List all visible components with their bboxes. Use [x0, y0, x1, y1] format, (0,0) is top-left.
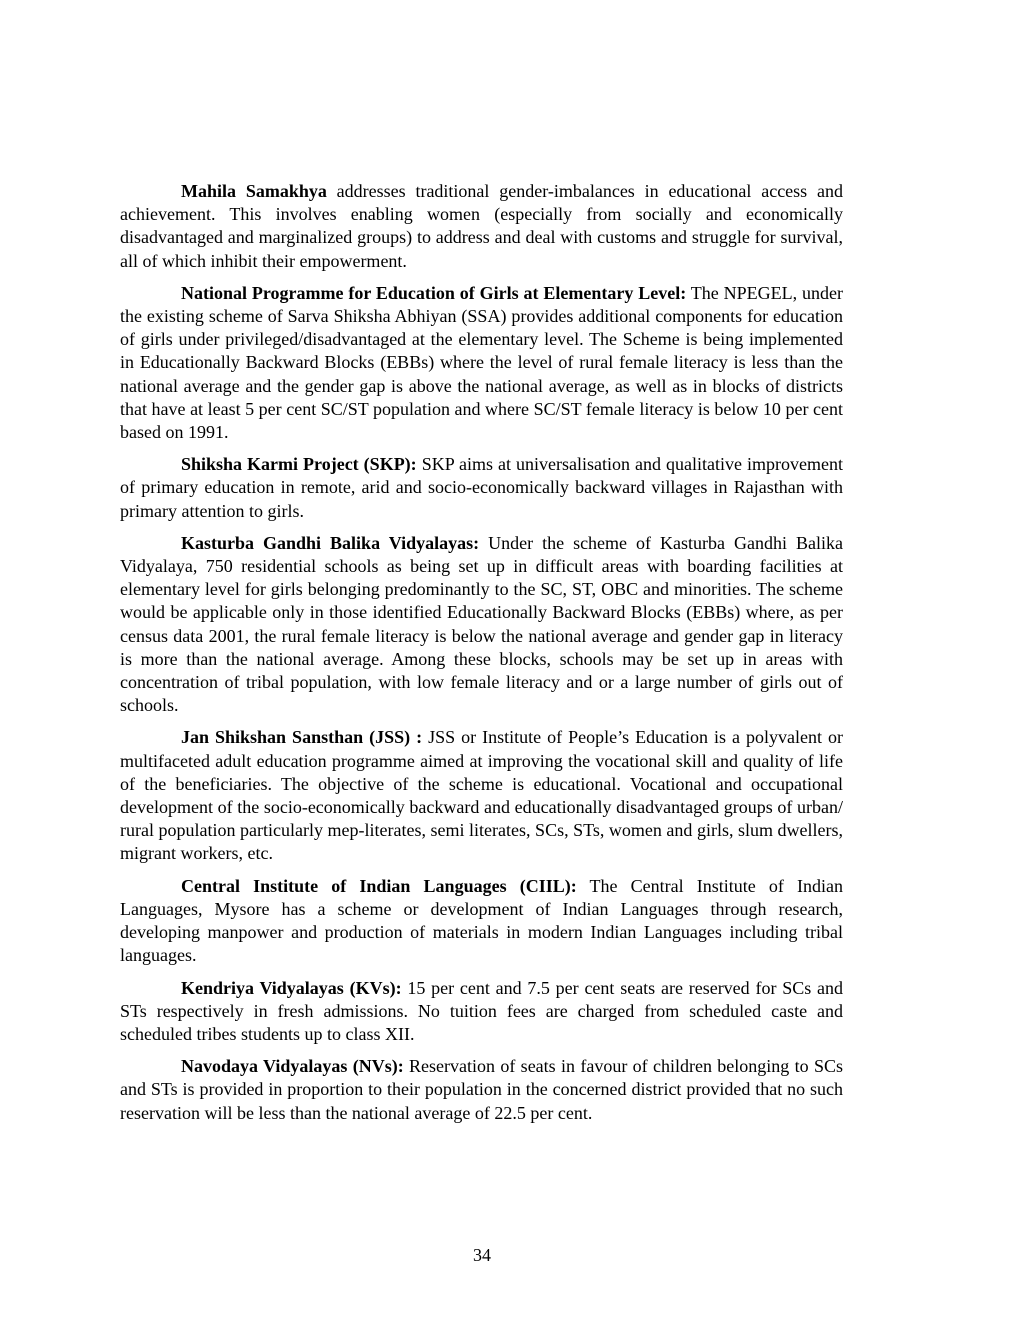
paragraph-text: Reservation of seats in favour of children belonging to SCs and STs is provided in proportion to their population in the concerned district provided that no such reservation will be less than the national average of 22.5 per cent. [120, 1056, 843, 1123]
paragraph-heading: Kendriya Vidyalayas (KVs): [181, 977, 402, 998]
paragraph-heading: Mahila Samakhya [181, 181, 327, 201]
paragraph-shiksha-karmi [120, 453, 843, 523]
page-number: 34 [473, 1245, 491, 1265]
paragraph-kendriya-vidyalayas [120, 977, 843, 1047]
paragraph-heading: Kasturba Gandhi Balika Vidyalayas: [181, 532, 480, 553]
paragraph-heading: National Programme for Education of Girls at Elementary Level: [181, 282, 687, 303]
paragraph-heading: Central Institute of Indian Languages (CIIL): [181, 875, 577, 896]
paragraph-npegel [120, 282, 843, 444]
paragraph-text: JSS or Institute of People’s Education is a polyvalent or multifaceted adult education programme aimed at improving the vocational skill and quality of life of the beneficiaries. The objective of the scheme is educational. Vocational and occupational development of the socio-economically backward and educationally disadvantaged groups of urban/ rural population particularly mep-literates, semi literates, SCs, STs, women and girls, slum dwellers, migrant workers, etc. [120, 727, 844, 864]
paragraph-navodaya-vidyalayas [120, 1055, 843, 1125]
paragraph-text: 15 per cent and 7.5 per cent seats are reserved for SCs and STs respectively in fresh admissions. No tuition fees are charged from scheduled caste and scheduled tribes students up to class XII. [120, 977, 844, 1044]
paragraph-kasturba-gandhi [120, 532, 843, 718]
paragraph-heading: Jan Shikshan Sansthan (JSS) : [181, 727, 423, 748]
paragraph-ciil [120, 875, 843, 968]
paragraph-text: Under the scheme of Kasturba Gandhi Balika Vidyalaya, 750 residential schools as being set up in difficult areas with boarding facilities at elementary level for girls belonging predominantly to the SC, ST, OBC and minorities. The scheme would be applicable only in those identified Educationally Backward Blocks (EBBs) where, as per census data 2001, the rural female literacy is below the national average and gender gap in literacy is more than the national average. Among these blocks, schools may be set up in areas with concentration of tribal population, with low female literacy and or a large number of girls out of schools. [120, 532, 843, 716]
paragraph-heading: Navodaya Vidyalayas (NVs): [181, 1056, 404, 1077]
paragraph-heading: Shiksha Karmi Project (SKP): [181, 454, 417, 475]
paragraph-text: The NPEGEL, under the existing scheme of Sarva Shiksha Abhiyan (SSA) provides additional components for education of girls under privileged/disadvantaged at the elementary level. The Scheme is being implemented in Educationally Backward Blocks (EBBs) where the level of rural female literacy is less than the national average and the gender gap is above the national average, as well as in blocks of districts that have at least 5 per cent SC/ST population and where SC/ST female literacy is below 10 per cent based on 1991. [120, 282, 843, 443]
paragraph-mahila-samakhya [120, 180, 843, 273]
paragraph-text: addresses traditional gender-imbalances in educational access and achievement. This involves enabling women (especially from socially and economically disadvantaged and marginalized groups) to address and deal with customs and struggle for survival, all of which inhibit their empowerment. [120, 181, 843, 271]
paragraph-text: SKP aims at universalisation and qualitative improvement of primary education in remote, arid and socio-economically backward villages in Rajasthan with primary attention to girls. [120, 454, 843, 521]
paragraph-text: The Central Institute of Indian Languages, Mysore has a scheme or development of Indian Languages through research, developing manpower and production of materials in modern Indian Languages including tribal languages. [120, 875, 843, 966]
paragraph-jan-shikshan [120, 726, 843, 865]
document-body [120, 180, 843, 1134]
